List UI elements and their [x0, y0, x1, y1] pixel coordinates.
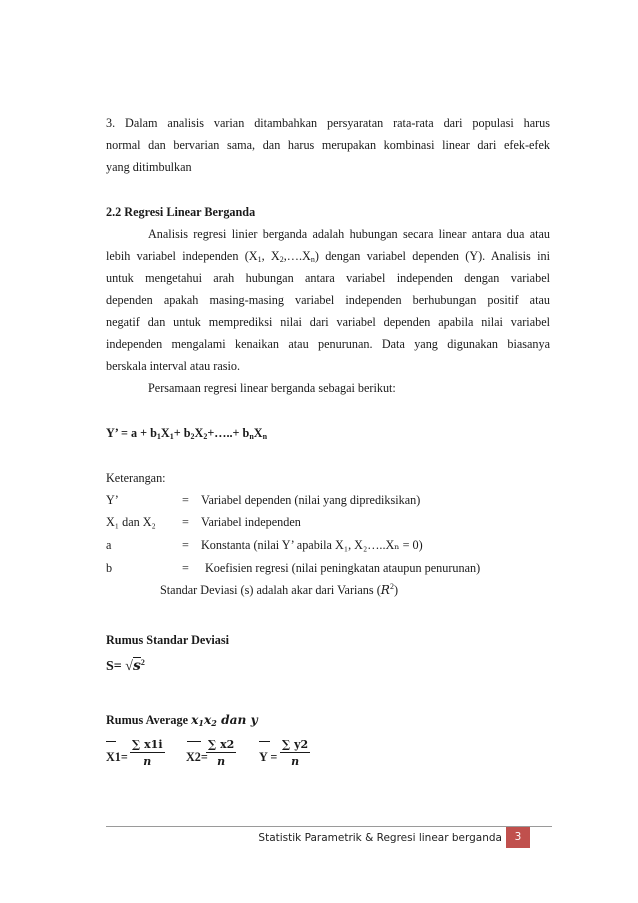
- keterangan-eq: =: [182, 561, 189, 575]
- section-line-1: Analisis regresi linier berganda adalah hubungan secara linear antara dua atau: [148, 227, 550, 241]
- section-line-6: independen mengalami kenaikan atau penurunan. Data yang digunakan biasanya: [106, 337, 550, 351]
- keterangan-eq: =: [182, 515, 189, 529]
- y-overline: [259, 741, 270, 742]
- keterangan-desc: Variabel dependen (nilai yang diprediksikan): [201, 493, 421, 507]
- keterangan-title: Keterangan:: [106, 471, 166, 485]
- intro-line-2: normal dan bervarian sama, dan harus merupakan kombinasi linear dari efek-efek: [106, 138, 550, 152]
- x2-denominator: n: [217, 755, 226, 768]
- keterangan-desc: Konstanta (nilai Y’ apabila X₁, X₂…..Xₙ = 0): [201, 538, 423, 552]
- keterangan-desc: Variabel independen: [201, 515, 301, 529]
- keterangan-eq: =: [182, 493, 189, 507]
- section-line-4: dependen apakah masing-masing variabel independen berhubungan positif atau: [106, 293, 550, 307]
- keterangan-eq: =: [182, 538, 189, 552]
- section-heading: 2.2 Regresi Linear Berganda: [106, 205, 256, 219]
- standar-deviasi-note: Standar Deviasi (s) adalah akar dari Varians $(R^2)$: [160, 582, 399, 597]
- keterangan-desc: Koefisien regresi (nilai peningkatan ataupun penurunan): [205, 561, 481, 575]
- x1-numerator: ∑ x1i: [132, 738, 163, 751]
- y-fraction: [280, 738, 310, 768]
- section-line-2: lebih variabel independen ($X_1$, $X_2,\dots.X_n$) dengan variabel dependen (Y). Analisis ini: [106, 249, 550, 264]
- y-label: Y =: [259, 750, 278, 764]
- x1-label: X1=: [106, 750, 128, 764]
- page-number: 3: [506, 827, 530, 848]
- rumus-sd-heading: Rumus Standar Deviasi: [106, 633, 230, 647]
- x1-denominator: n: [143, 755, 152, 768]
- section-line-8: Persamaan regresi linear berganda sebagai berikut:: [148, 381, 396, 395]
- x2-overline: [187, 741, 201, 742]
- section-line-7: berskala interval atau rasio.: [106, 359, 241, 373]
- x2-label: X2=: [186, 750, 208, 764]
- y-denominator: n: [291, 755, 300, 768]
- keterangan-term: b: [106, 561, 113, 575]
- rumus-sd-formula: $S= √s^2$: [106, 658, 145, 674]
- footer-title: Statistik Parametrik & Regresi linear berganda: [258, 832, 502, 844]
- x2-fraction: [206, 738, 236, 768]
- section-line-3: untuk mengetahui arah hubungan antara variabel independen dengan variabel: [106, 271, 550, 285]
- keterangan-term: X₁ dan X₂: [106, 515, 156, 529]
- x1-overline: [106, 741, 116, 742]
- section-line-5: negatif dan untuk memprediksi nilai dari variabel dependen apabila nilai variabel: [106, 315, 550, 329]
- intro-line-1: 3. Dalam analisis varian ditambahkan persyaratan rata-rata dari populasi harus: [106, 116, 550, 130]
- footer-rule: [106, 826, 552, 827]
- y-numerator: ∑ y2: [282, 738, 309, 751]
- keterangan-term: Y’: [106, 493, 119, 507]
- x1-fraction: [130, 738, 165, 768]
- keterangan-term: a: [106, 538, 112, 552]
- rumus-average-heading: Rumus Average $x_1x_2$ dan y: [106, 713, 258, 728]
- intro-line-3: yang ditimbulkan: [106, 160, 192, 174]
- regression-equation: Y’ = $a + b_1X_1+$ $b_2X_2+\dots..+ b_nX_n$: [106, 426, 268, 441]
- x2-numerator: ∑ x2: [208, 738, 235, 751]
